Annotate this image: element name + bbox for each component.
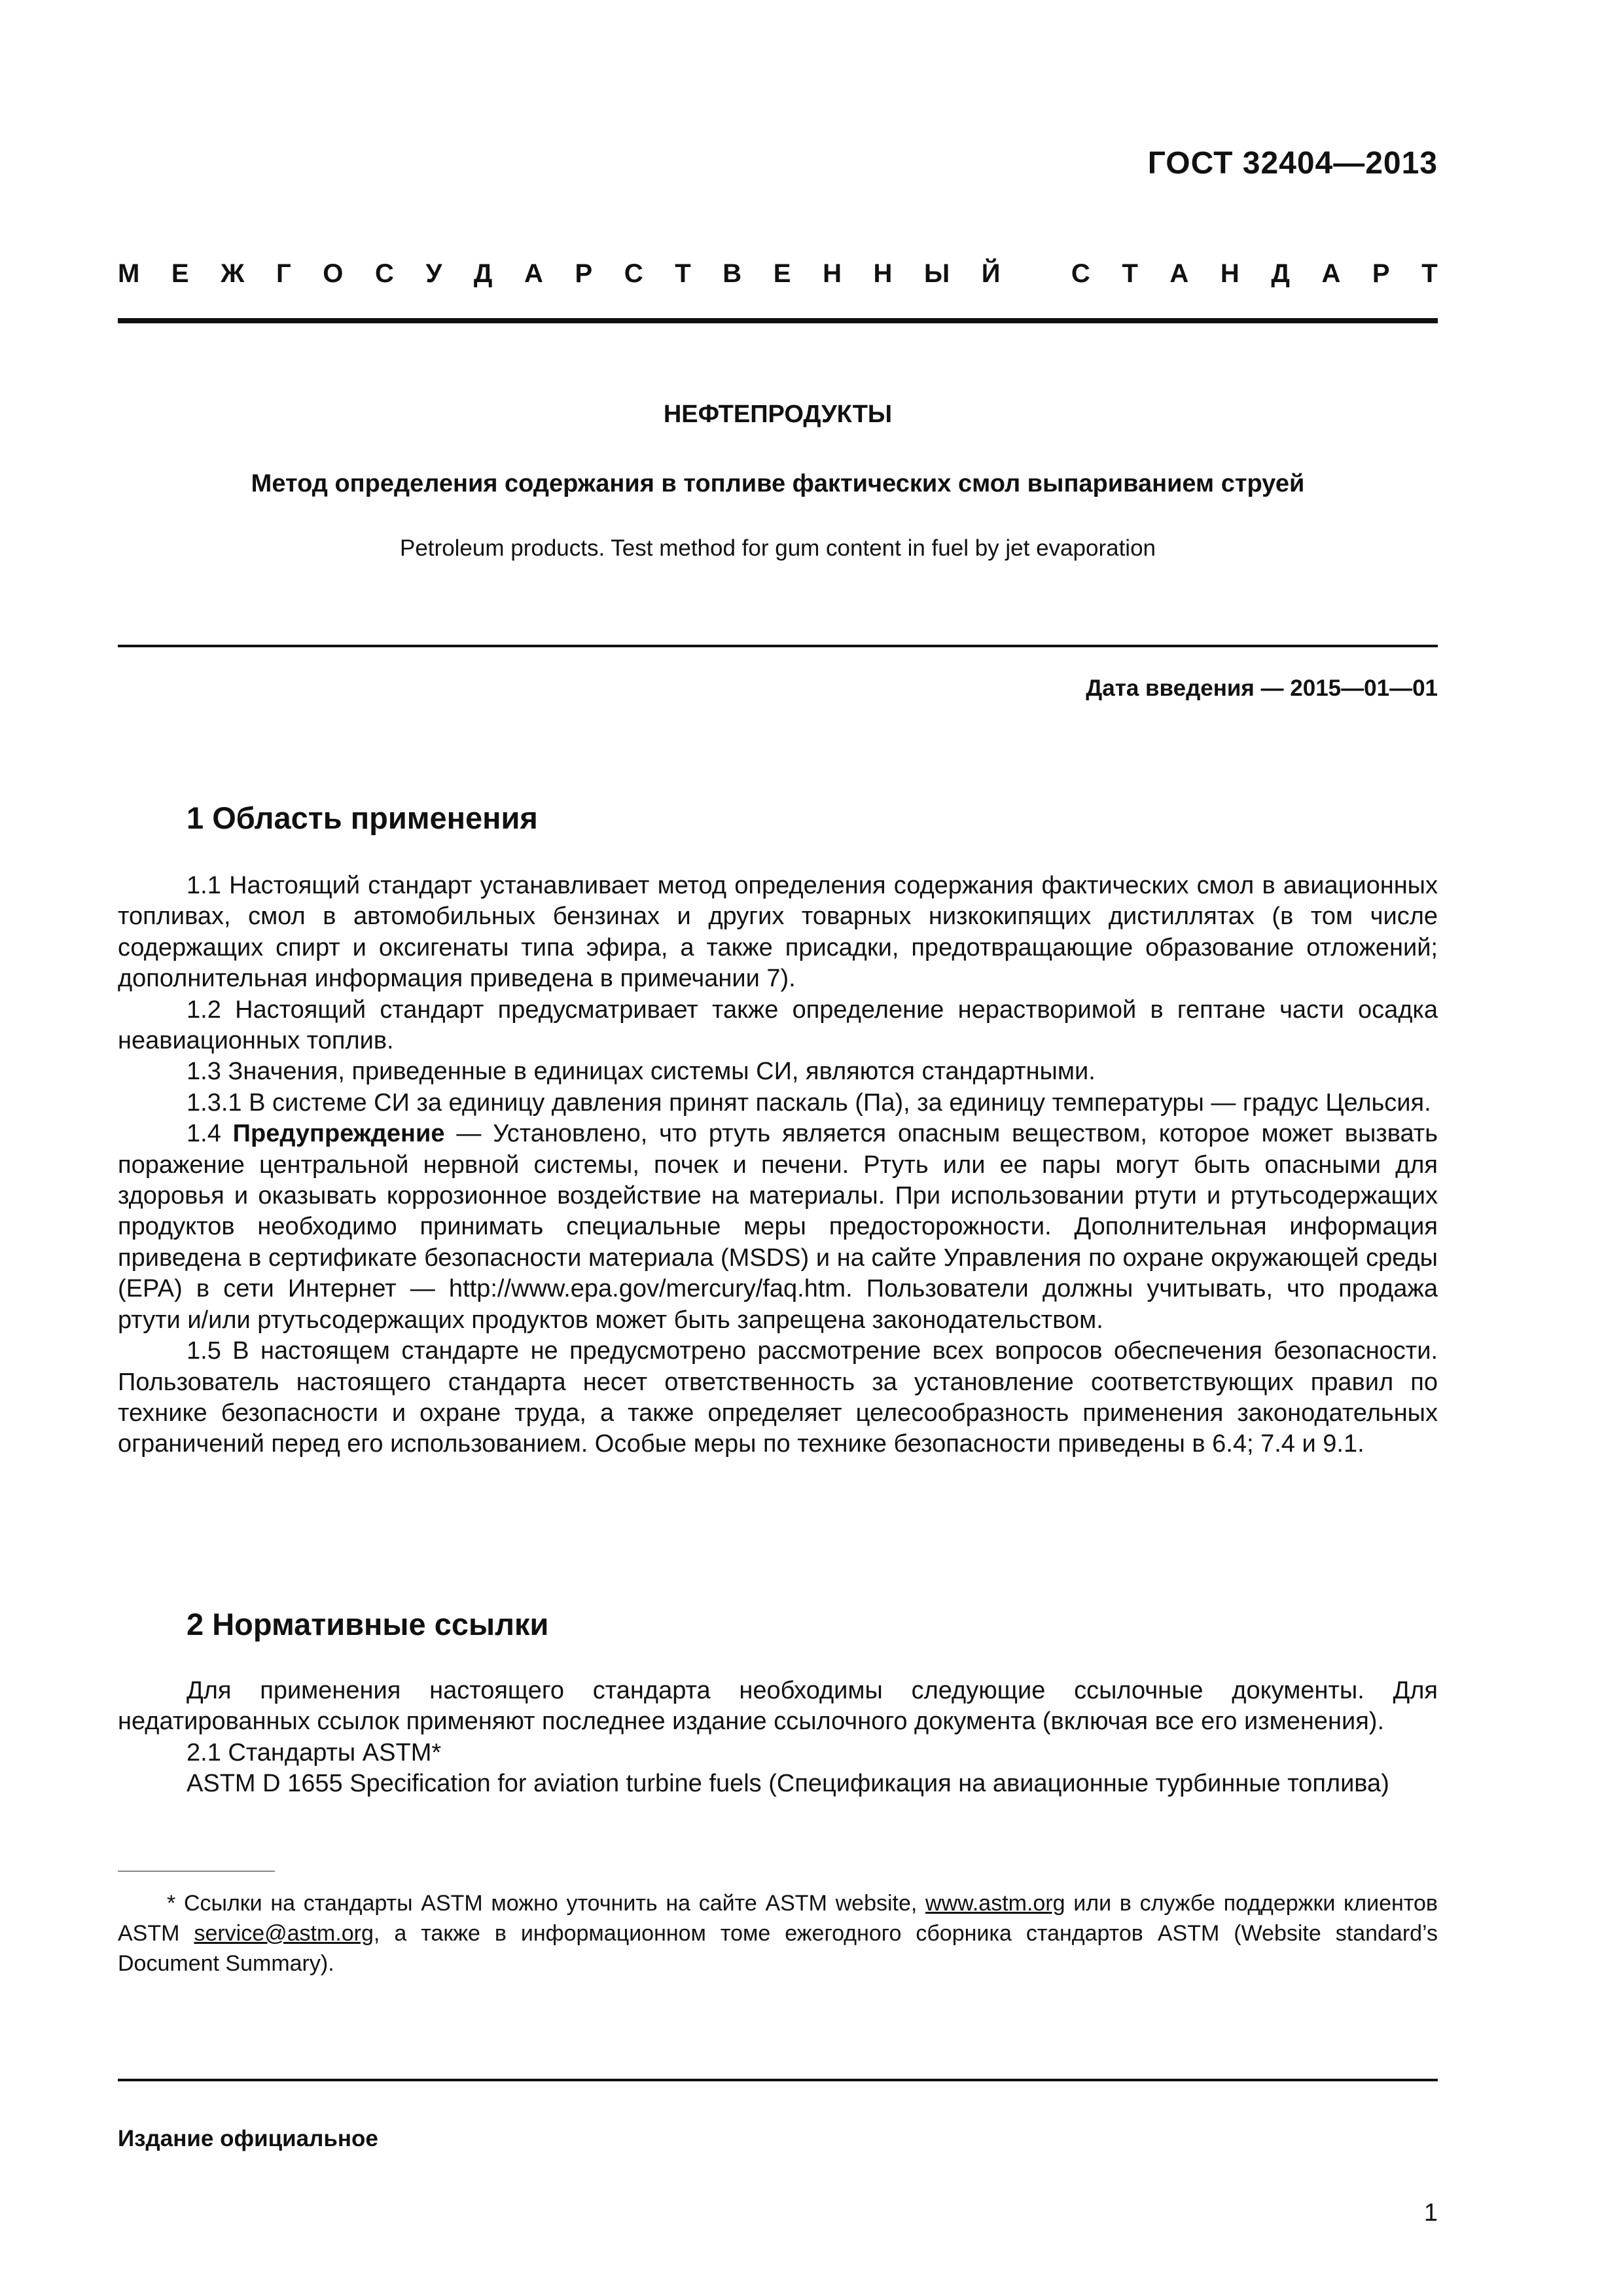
paragraph-2-intro: Для применения настоящего стандарта необходимы следующие ссылочные документы. Для недатированных ссылок применяют последнее издание ссылочного документа (включая все его изменения). <box>118 1677 1438 1736</box>
footnote <box>118 1888 1438 1979</box>
page-number: 1 <box>1423 2199 1438 2227</box>
header-band-letter: А <box>524 259 543 288</box>
header-band-letter: Г <box>276 259 291 288</box>
header-band-letter: Е <box>171 259 189 288</box>
paragraph-1-3-1: 1.3.1 В системе СИ за единицу давления принят паскаль (Па), за единицу температуры — градус Цельсия. <box>187 1088 1431 1117</box>
header-band-letter: Т <box>675 259 691 288</box>
header-band-letter: Н <box>1220 259 1240 288</box>
header-band-letter: Д <box>473 259 493 288</box>
paragraph-astm-d1655: ASTM D 1655 Specification for aviation turbine fuels (Спецификация на авиационные турбинные топлива) <box>187 1770 1389 1798</box>
header-band-letter: Р <box>1372 259 1390 288</box>
header-band-letter: С <box>1071 259 1090 288</box>
astm-email-link[interactable]: service@astm.org <box>194 1921 374 1946</box>
section-1-heading: 1 Область применения <box>187 800 538 835</box>
header-rule <box>118 318 1438 323</box>
header-band-letter: С <box>374 259 394 288</box>
header-band-letter: Е <box>773 259 791 288</box>
official-edition-label: Издание официальное <box>118 2126 378 2151</box>
paragraph-1-4-text: — Установлено, что ртуть является опасным веществом, которое может вызвать поражение центральной нервной системы, почек и печени. Ртуть или ее пары могут быть опасными для здоровья и оказывать коррозионное воздействие на материалы. При использовании ртути и ртутьсодержащих продуктов необходимо принимать специальные меры предосторожности. Дополнительная информация приведена в сертификате безопасности материала (MSDS) и на сайте Управления по охране окружающей среды (ЕРА) в сети Интернет — http://www.epa.gov/mercury/faq.htm. Пользователи должны учитывать, что продажа ртути и/или ртутьсодержащих продуктов может быть запрещена законодательством. <box>118 1120 1438 1334</box>
header-band-letter: Н <box>823 259 842 288</box>
header-band-letter: Ж <box>221 259 245 288</box>
paragraph-1-4 <box>118 1119 1438 1336</box>
header-band-letter: Ы <box>924 259 950 288</box>
footnote-part-2: или в службе поддержки клиентов ASTM <box>118 1891 1438 1946</box>
document-title-english: Petroleum products. Test method for gum content in fuel by jet evaporation <box>400 535 1156 561</box>
document-title: НЕФТЕПРОДУКТЫ <box>663 401 893 428</box>
paragraph-1-5: 1.5 В настоящем стандарте не предусмотрено рассмотрение всех вопросов обеспечения безопасности. Пользователь настоящего стандарта несет ответственность за установление соответствующих правил по технике безопасности и охране труда, а также определяет целесообразность применения законодательных ограничений перед его использованием. Особые меры по технике безопасности приведены в 6.4; 7.4 и 9.1. <box>118 1337 1438 1458</box>
header-band-letter: М <box>118 259 140 288</box>
header-band-letter: А <box>1321 259 1341 288</box>
interstate-standard-band <box>118 259 1438 289</box>
footer-rule <box>118 2079 1438 2081</box>
introduction-date: Дата введения — 2015—01—01 <box>1086 675 1438 701</box>
section-2-heading: 2 Нормативные ссылки <box>187 1607 549 1641</box>
document-number: ГОСТ 32404—2013 <box>1147 146 1438 181</box>
paragraph-2-1: 2.1 Стандарты ASTM* <box>187 1738 442 1767</box>
paragraph-1-3: 1.3 Значения, приведенные в единицах системы СИ, являются стандартными. <box>187 1058 1096 1086</box>
paragraph-1-4-number: 1.4 <box>187 1120 233 1148</box>
document-subtitle: Метод определения содержания в топливе фактических смол выпариванием струей <box>251 470 1305 497</box>
header-band-letter: Д <box>1271 259 1290 288</box>
warning-label: Предупреждение <box>232 1120 445 1148</box>
header-band-letter: Р <box>575 259 593 288</box>
header-band-letter: Н <box>873 259 893 288</box>
header-band-letter <box>1032 259 1039 289</box>
astm-website-link[interactable]: www.astm.org <box>925 1891 1065 1916</box>
header-band-letter: У <box>425 259 442 288</box>
section-1-body <box>118 870 1438 1460</box>
header-band-letter: С <box>624 259 643 288</box>
footnote-separator <box>118 1871 275 1872</box>
header-band-letter: Т <box>1421 259 1438 288</box>
paragraph-1-2: 1.2 Настоящий стандарт предусматривает также определение нерастворимой в гептане части осадка неавиационных топлив. <box>118 996 1438 1055</box>
title-rule <box>118 645 1438 647</box>
header-band-letter: А <box>1169 259 1189 288</box>
section-2-body <box>118 1676 1438 1800</box>
header-band-letter: Й <box>981 259 1001 288</box>
footnote-text <box>118 1888 1438 1979</box>
header-band-letter: Т <box>1122 259 1138 288</box>
footnote-part-3: , а также в информационном томе ежегодного сборника стандартов ASTM (Website standard’s Document Summary). <box>118 1921 1438 1976</box>
paragraph-1-1: 1.1 Настоящий стандарт устанавливает метод определения содержания фактических смол в авиационных топливах, смол в автомобильных бензинах и других товарных низкокипящих дистиллятах (в том числе содержащих спирт и оксигенаты типа эфира, а также присадки, предотвращающие образование отложений; дополнительная информация приведена в примечании 7). <box>118 872 1438 993</box>
header-band-letter: В <box>722 259 742 288</box>
header-band-letter: О <box>323 259 344 288</box>
footnote-part-1: * Ссылки на стандарты ASTM можно уточнить на сайте ASTM website, <box>167 1891 926 1916</box>
